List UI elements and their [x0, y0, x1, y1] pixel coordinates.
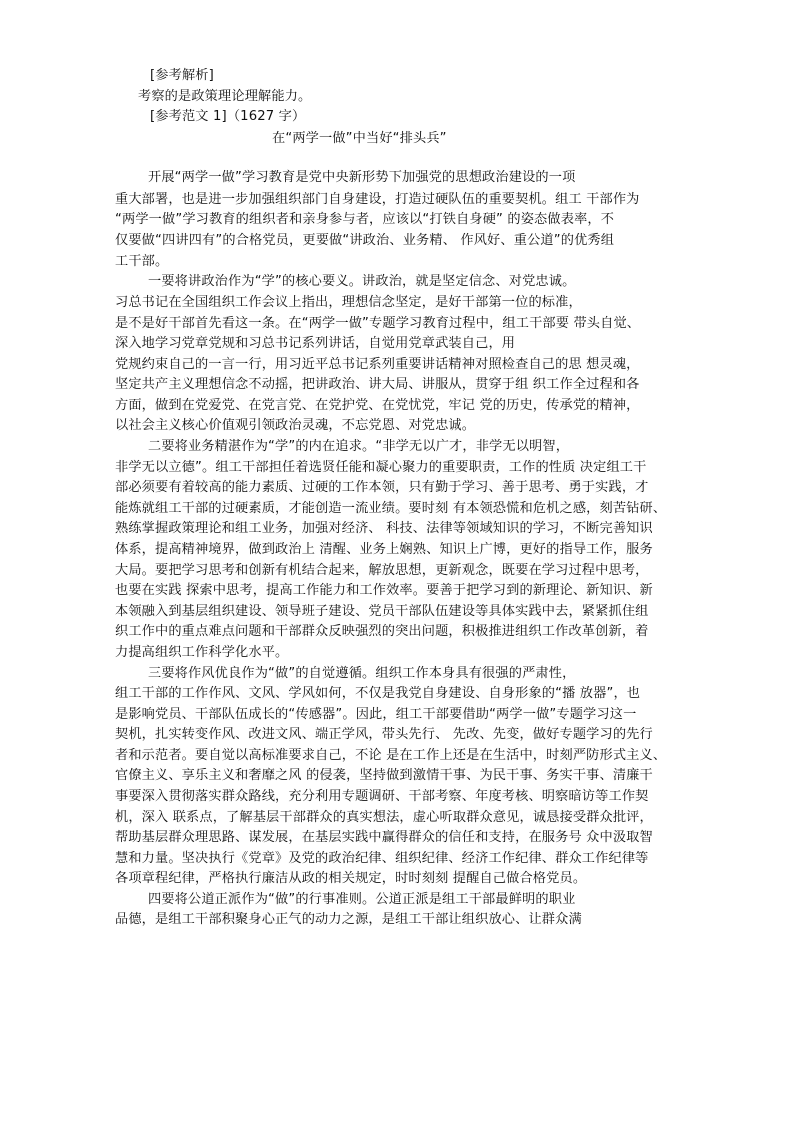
- body-line: 是影响党员、干部队伍成长的“传感器”。因此，组工干部要借助“两学一做”专题学习这一: [115, 707, 637, 722]
- body-line: 党规约束自己的一言一行，用习近平总书记系列重要讲话精神对照检查自己的思 想灵魂，: [115, 357, 640, 372]
- body-line: 事要深入贯彻落实群众路线，充分利用专题调研、干部考察、年度考核、明察暗访等工作契: [115, 789, 649, 804]
- body-line: 重大部署，也是进一步加强组织部门自身建设，打造过硬队伍的重要契机。组工 干部作为: [115, 192, 640, 207]
- body-line: 以社会主义核心价值观引领政治灵魂，不忘党恩、对党忠诚。: [115, 418, 476, 433]
- body-line: 方面，做到在党爱党、在党言党、在党护党、在党忧党，牢记 党的历史，传承党的精神，: [115, 398, 640, 413]
- body-line: 帮助基层群众理思路、谋发展，在基层实践中赢得群众的信任和支持，在服务号 众中汲取智: [115, 830, 653, 845]
- essay-title: 在“两学一做”中当好“排头兵”: [272, 131, 447, 146]
- body-line: 是不是好干部首先看这一条。在“两学一做”专题学习教育过程中，组工干部要 带头自觉、: [115, 316, 641, 331]
- body-line: 契机，扎实转变作风、改进文风、端正学风，带头先行、 先改、先变，做好专题学习的先行: [115, 727, 653, 742]
- header-ref-analysis: [参考解析]: [150, 68, 214, 83]
- body-line: 品德，是组工干部积聚身心正气的动力之源，是组工干部让组织放心、让群众满: [115, 912, 582, 927]
- body-line: 习总书记在全国组织工作会议上指出，理想信念坚定，是好干部第一位的标准，: [115, 295, 582, 310]
- body-line: “两学一做”学习教育的组织者和亲身参与者，应该以“打铁自身硬” 的姿态做表率，不: [115, 212, 615, 227]
- body-line: 仅要做“四讲四有”的合格党员，更要做“讲政治、业务精、 作风好、重公道”的优秀组: [115, 233, 615, 248]
- header-analysis-text: 考察的是政策理论理解能力。: [138, 89, 312, 104]
- body-line: 大局。要把学习思考和创新有机结合起来，解放思想，更新观念，既要在学习过程中思考，: [115, 563, 649, 578]
- body-line: 各项章程纪律，严格执行廉洁从政的相关规定，时时刻刻 提醒自己做合格党员。: [115, 871, 587, 886]
- body-line: 坚定共产主义理想信念不动摇，把讲政治、讲大局、讲服从，贯穿于组 织工作全过程和各: [115, 377, 640, 392]
- body-line: 本领融入到基层组织建设、领导班子建设、党员干部队伍建设等具体实践中去，紧紧抓住组: [115, 604, 649, 619]
- body-line: 三要将作风优良作为“做”的自觉遵循。组织工作本身具有很强的严肃性，: [148, 666, 576, 681]
- body-line: 熟练掌握政策理论和组工业务，加强对经济、 科技、法律等领域知识的学习，不断完善知识: [115, 521, 653, 536]
- body-line: 开展“两学一做”学习教育是党中央新形势下加强党的思想政治建设的一项: [148, 170, 576, 185]
- body-line: 非学无以立德”。组工干部担任着选贤任能和凝心聚力的重要职责，工作的性质 决定组工干: [115, 460, 647, 475]
- body-line: 工干部。: [115, 254, 169, 269]
- body-line: 一要将讲政治作为“学”的核心要义。讲政治，就是坚定信念、对党忠诚。: [148, 274, 576, 289]
- body-line: 二要将业务精湛作为“学”的内在追求。“非学无以广才，非学无以明智，: [148, 439, 570, 454]
- body-line: 织工作中的重点难点问题和干部群众反映强烈的突出问题，积极推进组织工作改革创新，着: [115, 624, 649, 639]
- body-line: 四要将公道正派作为“做”的行事准则。公道正派是组工干部最鲜明的职业: [148, 892, 576, 907]
- body-line: 官僚主义、享乐主义和奢靡之风 的侵袭，坚持做到激情干事、为民干事、务实干事、清廉干: [115, 768, 653, 783]
- body-line: 也要在实践 探索中思考，提高工作能力和工作效率。要善于把学习到的新理论、新知识、新: [115, 583, 653, 598]
- body-line: 者和示范者。要自觉以高标准要求自己，不论 是在工作上还是在生活中，时刻严防形式主义、: [115, 748, 667, 763]
- body-line: 慧和力量。坚决执行《党章》及党的政治纪律、组织纪律、经济工作纪律、群众工作纪律等: [115, 851, 649, 866]
- header-sample-essay: [参考范文 1]（1627 字）: [150, 109, 306, 124]
- body-line: 能炼就组工干部的过硬素质，才能创造一流业绩。要时刻 有本领恐慌和危机之感，刻苦钻研、: [115, 501, 667, 516]
- body-line: 机，深入 联系点，了解基层干部群众的真实想法，虚心听取群众意见，诚恳接受群众批评，: [115, 810, 653, 825]
- body-line: 部必须要有着较高的能力素质、过硬的工作本领，只有勤于学习、善于思考、勇于实践，才: [115, 480, 649, 495]
- body-line: 组工干部的工作作风、文风、学风如何，不仅是我党自身建设、自身形象的“播 放器”，也: [115, 686, 641, 701]
- body-line: 体系，提高精神境界，做到政治上 清醒、业务上娴熟、知识上广博，更好的指导工作，服务: [115, 542, 653, 557]
- body-line: 深入地学习党章党规和习总书记系列讲话，自觉用党章武装自己，用: [115, 336, 516, 351]
- body-line: 力提高组织工作科学化水平。: [115, 645, 289, 660]
